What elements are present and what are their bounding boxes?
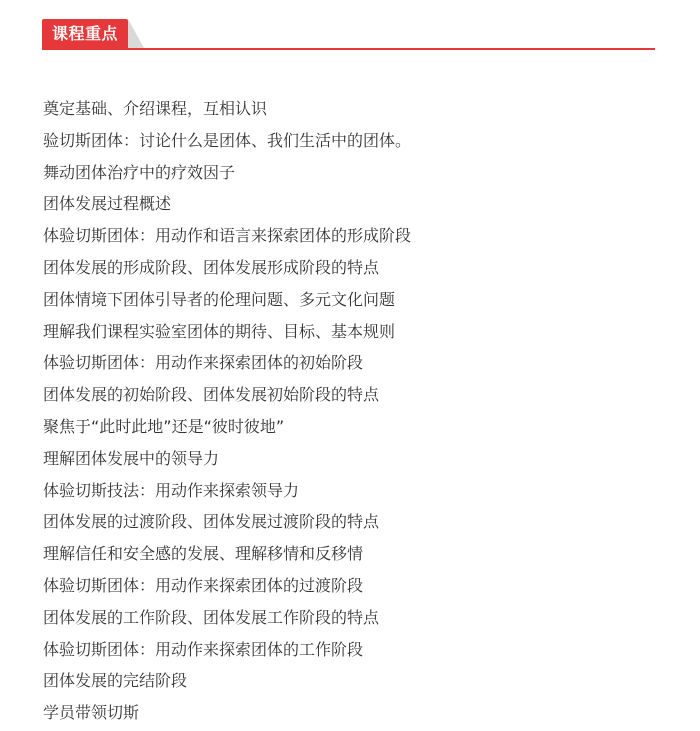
header-underline [42,48,655,50]
list-item: 理解我们课程实验室团体的期待、目标、基本规则 [43,321,396,341]
list-item: 舞动团体治疗中的疗效因子 [43,162,236,182]
list-item: 团体发展的工作阶段、团体发展工作阶段的特点 [43,607,380,627]
list-item: 体验切斯团体：用动作和语言来探索团体的形成阶段 [43,226,412,246]
list-item: 理解团体发展中的领导力 [43,448,220,468]
list-item: 体验切斯团体：用动作来探索团体的初始阶段 [43,353,364,373]
header-fold-decoration [128,19,144,48]
list-item: 团体发展过程概述 [43,194,172,214]
list-item: 体验切斯团体：用动作来探索团体的过渡阶段 [43,575,364,595]
list-item: 团体发展的初始阶段、团体发展初始阶段的特点 [43,385,380,405]
list-item: 团体情境下团体引导者的伦理问题、多元文化问题 [43,289,396,309]
list-item: 团体发展的过渡阶段、团体发展过渡阶段的特点 [43,512,380,532]
course-points-list [43,93,411,729]
list-item: 理解信任和安全感的发展、理解移情和反移情 [43,544,364,564]
list-item: 体验切斯技法：用动作来探索领导力 [43,480,300,500]
list-item: 团体发展的形成阶段、团体发展形成阶段的特点 [43,257,380,277]
list-item: 学员带领切斯 [43,703,140,723]
list-item: 聚焦于“此时此地”还是“彼时彼地” [43,416,285,436]
section-title: 课程重点 [42,19,128,48]
list-item: 体验切斯团体：用动作来探索团体的工作阶段 [43,639,364,659]
list-item: 验切斯团体：讨论什么是团体、我们生活中的团体。 [43,130,412,150]
list-item: 奠定基础、介绍课程，互相认识 [43,99,268,118]
list-item: 团体发展的完结阶段 [43,671,188,691]
section-header [42,19,655,50]
